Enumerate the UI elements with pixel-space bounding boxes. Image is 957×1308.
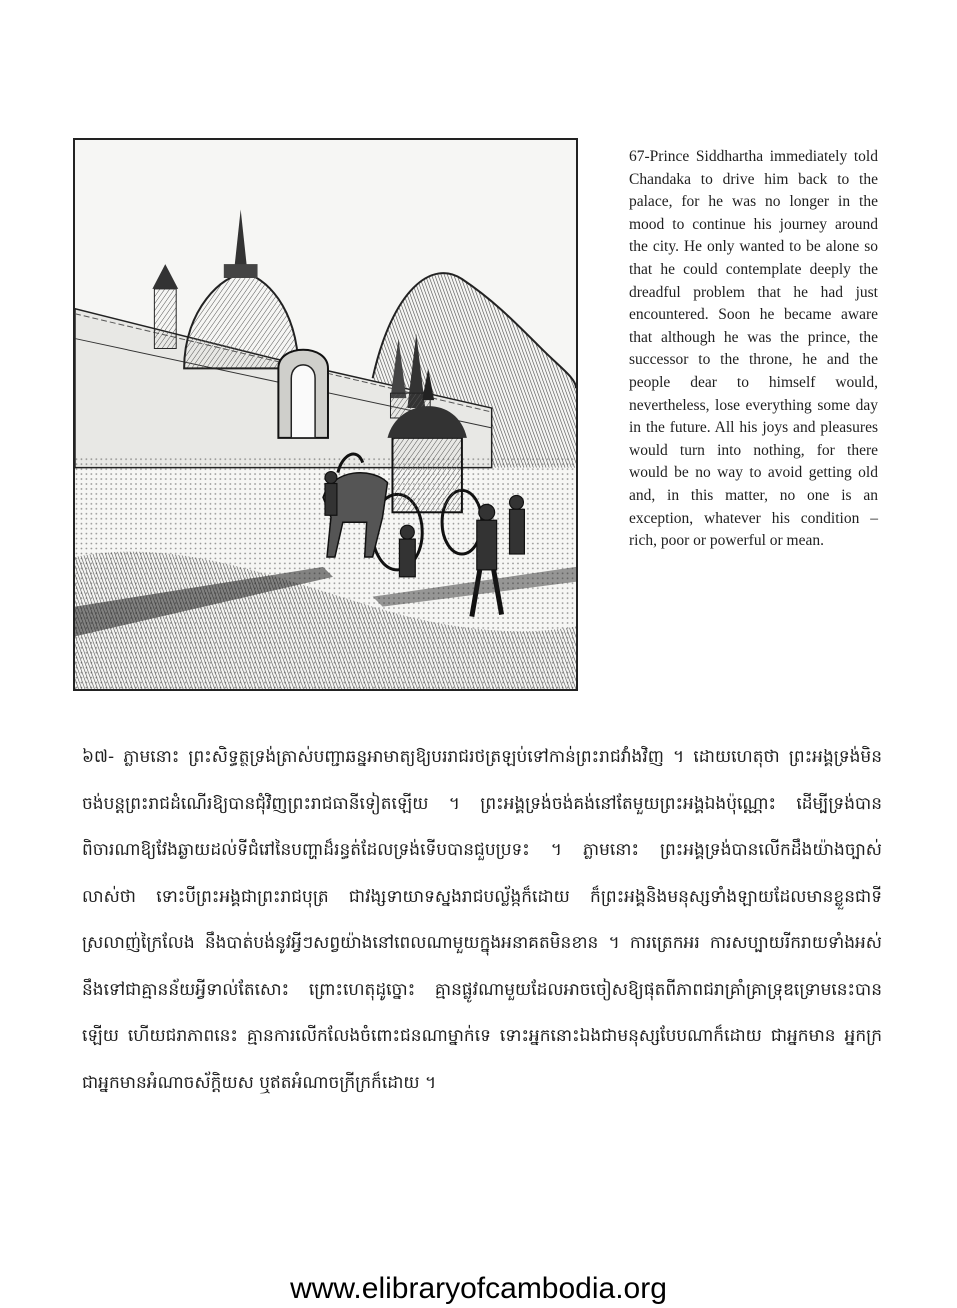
english-caption-paragraph: 67-Prince Siddhartha immediately told Chandaka to drive him back to the palace, for he was no longer in the mood to continue his journey around the city. He only wanted to be alone so that he could contemplate deeply the dreadful problem that he had just encountered. Soon he became aware that although he was the prince, the successor to the throne, he and the people dear to himself would, nevertheless, lose everything some day in the future. All his joys and pleasures would turn into nothing, for there would be no way to avoid getting old and, in this matter, no one is an exception, whatever his condition – rich, poor or powerful or mean. [629, 148, 878, 550]
illustration-palace-chariot [73, 138, 578, 691]
illustration-drawing [75, 140, 576, 689]
footer-website-url: www.elibraryofcambodia.org [290, 1272, 667, 1305]
khmer-body-paragraph: ៦៧- ភ្លាមនោះ ព្រះសិទ្ធត្ថទ្រង់ត្រាស់បញ្ជាឆន្នអាមាត្យឱ្យបររាជរថត្រឡប់ទៅកាន់ព្រះរាជវាំងវិញ ។ ដោយហេតុថា ព្រះអង្គទ្រង់មិនចង់បន្តព្រះរាជដំណើរឱ្យបានជុំវិញព្រះរាជធានីទៀតឡើយ ។ ព្រះអង្គទ្រង់ចង់គង់នៅតែមួយព្រះអង្គឯងប៉ុណ្ណោះ ដើម្បីទ្រង់បានពិចារណាឱ្យវែងឆ្ងាយដល់ទីជំរៅនៃបញ្ហាដ៏រន្ធត់ដែលទ្រង់ទើបបានជួបប្រទះ ។ ភ្លាមនោះ ព្រះអង្គទ្រង់បានលើកដឹងយ៉ាងច្បាស់លាស់ថា ទោះបីព្រះអង្គជាព្រះរាជបុត្រ ជាវង្សទាយាទស្នងរាជបល្ល័ង្កក៏ដោយ ក៏ព្រះអង្គនិងមនុស្សទាំងឡាយដែលមានខ្លួនជាទីស្រលាញ់ក្រៃលែង នឹងបាត់បង់នូវអ្វីៗសព្វយ៉ាងនៅពេលណាមួយក្នុងអនាគតមិនខាន ។ ការត្រេកអរ ការសប្បាយរីករាយទាំងអស់នឹងទៅជាគ្មានន័យអ្វីទាល់តែសោះ ព្រោះហេតុដូច្នោះ គ្មានផ្លូវណាមួយដែលអាចចៀសឱ្យផុតពីភាពជរាគ្រាំគ្រាទ្រុឌទ្រោមនេះបានឡើយ ហើយជរាភាពនេះ គ្មានការលើកលែងចំពោះជនណាម្នាក់ទេ ទោះអ្នកនោះឯងជាមនុស្សបែបណាក៏ដោយ ជាអ្នកមាន អ្នកក្រ ជាអ្នកមានអំណាចស័ក្តិយស ឬឥតអំណាចក្រីក្រក៏ដោយ ។ [82, 747, 882, 1093]
